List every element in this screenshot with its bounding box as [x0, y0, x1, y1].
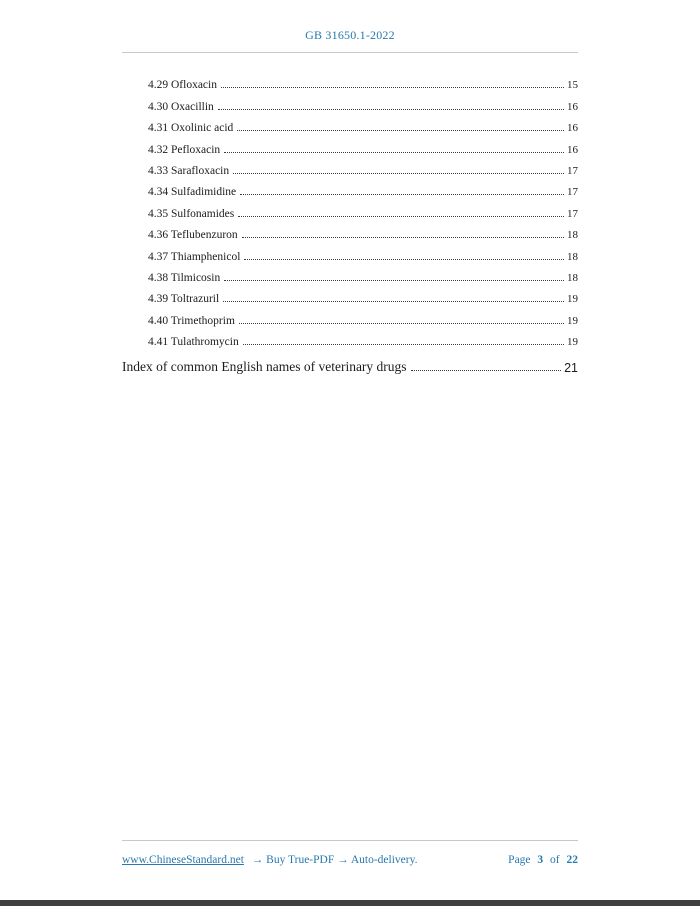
toc-entry-page-number: 17 [567, 186, 578, 199]
toc-entry[interactable] [122, 70, 578, 91]
toc-entry-label[interactable]: 4.32 Pefloxacin [148, 143, 221, 156]
toc-leader-dots [224, 152, 564, 153]
footer-website-link[interactable]: www.ChineseStandard.net [122, 854, 244, 866]
toc-index-entry[interactable] [122, 350, 578, 375]
toc-entry-label[interactable]: 4.33 Sarafloxacin [148, 164, 230, 177]
toc-entry-label[interactable]: 4.36 Teflubenzuron [148, 229, 238, 242]
toc-leader-dots [243, 344, 564, 345]
toc-entry-label[interactable]: 4.38 Tilmicosin [148, 271, 221, 284]
toc-entry-label[interactable]: 4.34 Sulfadimidine [148, 186, 237, 199]
toc-leader-dots [218, 109, 564, 110]
toc-leader-dots [239, 323, 564, 324]
toc-leader-dots [233, 173, 564, 174]
toc-entry[interactable] [122, 113, 578, 134]
toc-entry-label[interactable]: 4.29 Ofloxacin [148, 79, 217, 92]
toc-entry-page-number: 17 [567, 164, 578, 177]
toc-leader-dots [244, 259, 564, 260]
table-of-contents [122, 70, 578, 375]
toc-entry[interactable] [122, 134, 578, 155]
toc-entry-label[interactable]: 4.39 Toltrazuril [148, 293, 220, 306]
toc-entry-page-number: 16 [567, 143, 578, 156]
toc-leader-dots [223, 301, 564, 302]
toc-entry-label[interactable]: 4.30 Oxacillin [148, 100, 214, 113]
toc-leader-dots [411, 370, 562, 371]
toc-entry-page-number: 17 [567, 207, 578, 220]
toc-entry[interactable] [122, 177, 578, 198]
toc-entry[interactable] [122, 220, 578, 241]
toc-entry-page-number: 16 [567, 122, 578, 135]
footer-page-label: Page [508, 854, 531, 866]
toc-entry-label[interactable]: 4.41 Tulathromycin [148, 336, 239, 349]
toc-entry[interactable] [122, 156, 578, 177]
footer-total-pages: 22 [566, 854, 578, 866]
footer-tagline: → Buy True-PDF → Auto-delivery. [251, 854, 418, 866]
toc-index-label[interactable]: Index of common English names of veterinary drugs [122, 359, 407, 375]
footer-promo [122, 854, 417, 866]
toc-entry[interactable] [122, 305, 578, 326]
toc-entry[interactable] [122, 284, 578, 305]
toc-entry[interactable] [122, 327, 578, 348]
toc-entry-label[interactable]: 4.31 Oxolinic acid [148, 122, 234, 135]
toc-entry[interactable] [122, 263, 578, 284]
toc-entry-page-number: 16 [567, 100, 578, 113]
toc-entry-page-number: 15 [567, 79, 578, 92]
toc-leader-dots [224, 280, 564, 281]
header-divider [122, 52, 578, 53]
toc-entry[interactable] [122, 91, 578, 112]
toc-entry-page-number: 18 [567, 250, 578, 263]
footer-page-indicator [504, 854, 578, 866]
toc-entry-page-number: 19 [567, 336, 578, 349]
document-header-title: GB 31650.1-2022 [305, 28, 395, 42]
document-footer [122, 840, 578, 866]
toc-entry-label[interactable]: 4.40 Trimethoprim [148, 314, 235, 327]
toc-entry-page-number: 19 [567, 293, 578, 306]
toc-entry-page-number: 19 [567, 314, 578, 327]
toc-entry-page-number: 18 [567, 271, 578, 284]
toc-leader-dots [221, 87, 564, 88]
toc-entry-page-number: 18 [567, 229, 578, 242]
toc-leader-dots [240, 194, 564, 195]
footer-current-page: 3 [537, 854, 544, 866]
toc-entry-label[interactable]: 4.35 Sulfonamides [148, 207, 235, 220]
document-header [0, 0, 700, 53]
toc-entry-label[interactable]: 4.37 Thiamphenicol [148, 250, 241, 263]
footer-of-label: of [550, 854, 560, 866]
toc-entry[interactable] [122, 198, 578, 219]
toc-index-page-number: 21 [564, 361, 578, 376]
toc-leader-dots [242, 237, 564, 238]
toc-leader-dots [237, 130, 564, 131]
screen-bottom-edge [0, 900, 700, 906]
toc-entry[interactable] [122, 241, 578, 262]
toc-leader-dots [238, 216, 564, 217]
